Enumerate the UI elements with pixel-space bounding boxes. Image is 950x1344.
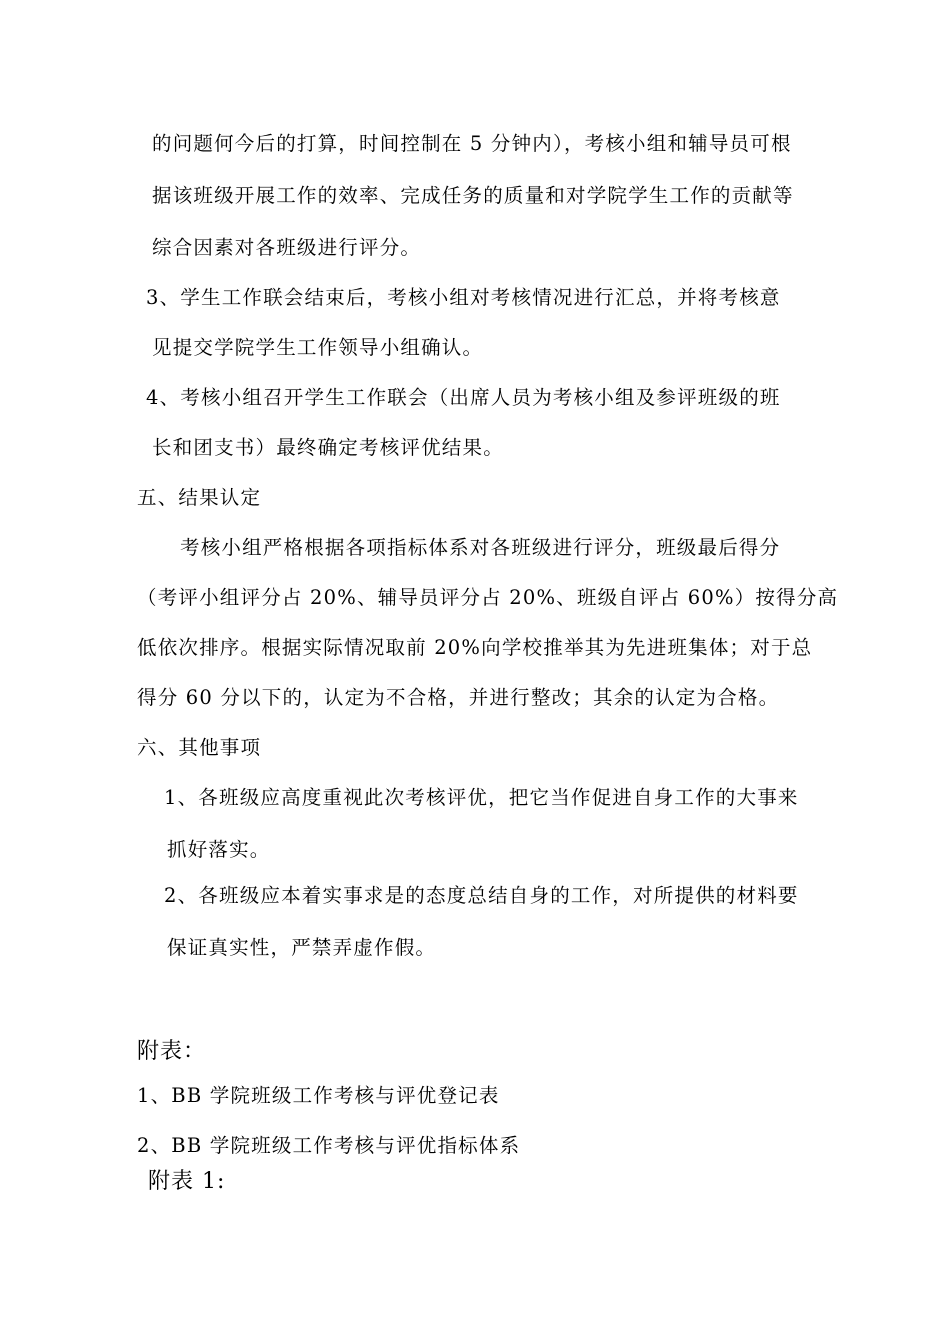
paragraph-line: 考核小组严格根据各项指标体系对各班级进行评分，班级最后得分 <box>180 536 781 559</box>
list-item-1: 1、各班级应高度重视此次考核评优，把它当作促进自身工作的大事来 <box>164 786 799 809</box>
list-item-3: 3、学生工作联会结束后，考核小组对考核情况进行汇总，并将考核意 <box>146 286 781 309</box>
paragraph-line: 得分 60 分以下的，认定为不合格，并进行整改；其余的认定为合格。 <box>137 686 780 709</box>
appendix-title: 附表： <box>137 1039 207 1064</box>
body-line: 据该班级开展工作的效率、完成任务的质量和对学院学生工作的贡献等 <box>152 184 794 207</box>
section-heading-5: 五、结果认定 <box>137 486 262 509</box>
list-item-2: 2、各班级应本着实事求是的态度总结自身的工作，对所提供的材料要 <box>164 884 799 907</box>
body-line: 综合因素对各班级进行评分。 <box>152 236 422 259</box>
paragraph-line: （考评小组评分占 20%、辅导员评分占 20%、班级自评占 60%）按得分高 <box>137 586 839 609</box>
body-line: 的问题何今后的打算，时间控制在 5 分钟内），考核小组和辅导员可根 <box>152 132 792 155</box>
section-heading-6: 六、其他事项 <box>137 736 262 759</box>
paragraph-line: 低依次排序。根据实际情况取前 20%向学校推举其为先进班集体；对于总 <box>137 636 813 659</box>
body-line: 见提交学院学生工作领导小组确认。 <box>152 336 484 359</box>
list-item-4: 4、考核小组召开学生工作联会（出席人员为考核小组及参评班级的班 <box>146 386 781 409</box>
body-line: 抓好落实。 <box>167 838 271 861</box>
appendix-item: 2、BB 学院班级工作考核与评优指标体系 <box>137 1134 521 1157</box>
appendix-1-label: 附表 1: <box>148 1169 226 1194</box>
body-line: 保证真实性，严禁弄虚作假。 <box>167 936 437 959</box>
appendix-item: 1、BB 学院班级工作考核与评优登记表 <box>137 1084 500 1107</box>
body-line: 长和团支书）最终确定考核评优结果。 <box>152 436 504 459</box>
